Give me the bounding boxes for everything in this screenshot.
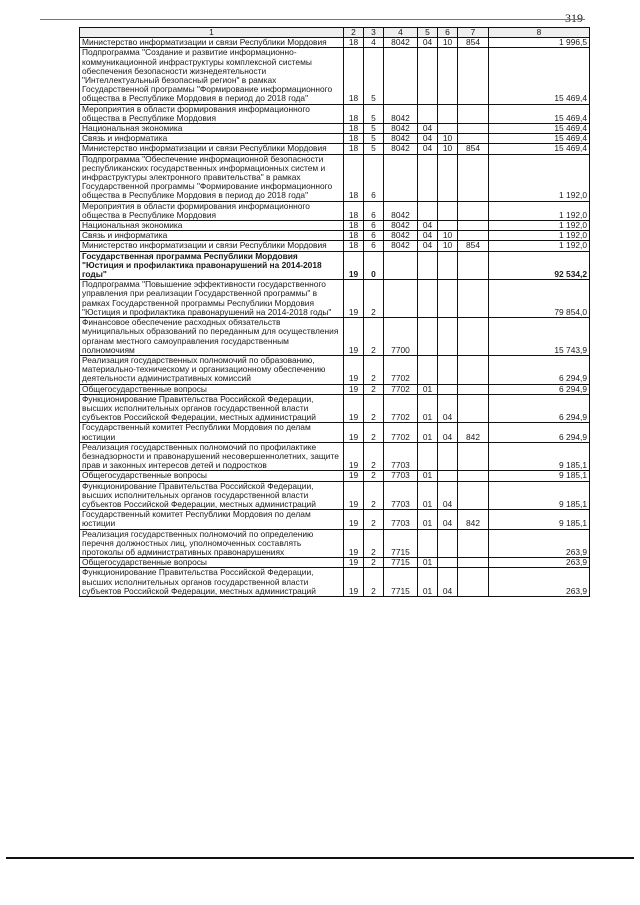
subchapter-code-cell [438,558,458,568]
table-row [80,124,590,134]
chapter-code-cell: 04 [418,241,438,251]
table-row [80,144,590,154]
column-header: 4 [384,28,418,38]
row-name-cell: Государственный комитет Республики Мордовия по делам юстиции [80,510,344,529]
row-name-cell: Подпрограмма "Обеспечение информационной безопасности республиканских государственных информационных систем и инфраструктуры электронного правительства" в рамках Государственной программы "Формирование информационного общества в Республике Мордовия в период до 2018 года" [80,154,344,201]
ministry-code-cell [458,558,489,568]
target-item-cell: 8042 [384,38,418,48]
table-row [80,471,590,481]
subsection-code-cell: 2 [364,558,384,568]
chapter-code-cell: 01 [418,471,438,481]
section-code-cell: 19 [344,481,364,510]
chapter-code-cell: 04 [418,38,438,48]
row-name-cell: Реализация государственных полномочий по определению перечня должностных лиц, уполномоченных составлять протоколы об административных правонарушениях [80,529,344,558]
table-row [80,201,590,220]
row-name-cell: Мероприятия в области формирования информационного общества в Республике Мордовия [80,201,344,220]
section-code-cell: 19 [344,442,364,471]
target-item-cell: 7703 [384,471,418,481]
subsection-code-cell: 2 [364,394,384,423]
amount-cell: 1 996,5 [489,38,590,48]
ministry-code-cell [458,394,489,423]
subsection-code-cell: 2 [364,471,384,481]
amount-cell: 6 294,9 [489,423,590,442]
subchapter-code-cell: 04 [438,481,458,510]
target-item-cell: 7702 [384,384,418,394]
amount-cell: 9 185,1 [489,481,590,510]
section-code-cell: 18 [344,154,364,201]
chapter-code-cell [418,48,438,104]
subsection-code-cell: 6 [364,201,384,220]
target-item-cell: 8042 [384,124,418,134]
row-name-cell: Общегосударственные вопросы [80,471,344,481]
row-name-cell: Функционирование Правительства Российской Федерации, высших исполнительных органов государственной власти субъектов Российской Федерации, местных администраций [80,394,344,423]
chapter-code-cell: 04 [418,134,438,144]
subchapter-code-cell: 10 [438,231,458,241]
subsection-code-cell: 0 [364,251,384,280]
table-row [80,423,590,442]
subsection-code-cell: 6 [364,231,384,241]
section-code-cell: 19 [344,568,364,597]
row-name-cell: Национальная экономика [80,221,344,231]
ministry-code-cell [458,529,489,558]
row-name-cell: Связь и информатика [80,231,344,241]
chapter-code-cell [418,318,438,356]
chapter-code-cell: 04 [418,221,438,231]
subchapter-code-cell [438,48,458,104]
ministry-code-cell [458,481,489,510]
subchapter-code-cell: 04 [438,568,458,597]
chapter-code-cell [418,201,438,220]
amount-cell: 15 469,4 [489,124,590,134]
ministry-code-cell [458,104,489,123]
subsection-code-cell: 2 [364,355,384,384]
chapter-code-cell: 01 [418,558,438,568]
target-item-cell: 7703 [384,510,418,529]
table-row [80,104,590,123]
ministry-code-cell: 854 [458,144,489,154]
ministry-code-cell: 842 [458,510,489,529]
section-code-cell: 18 [344,124,364,134]
chapter-code-cell [418,154,438,201]
bottom-rule [6,857,634,859]
ministry-code-cell [458,442,489,471]
ministry-code-cell: 854 [458,241,489,251]
chapter-code-cell: 01 [418,394,438,423]
target-item-cell: 7703 [384,481,418,510]
target-item-cell: 8042 [384,221,418,231]
column-header: 1 [80,28,344,38]
table-row [80,48,590,104]
target-item-cell: 8042 [384,201,418,220]
subsection-code-cell: 2 [364,481,384,510]
ministry-code-cell: 842 [458,423,489,442]
subchapter-code-cell: 10 [438,241,458,251]
section-code-cell: 19 [344,355,364,384]
ministry-code-cell [458,318,489,356]
amount-cell: 15 469,4 [489,134,590,144]
subsection-code-cell: 4 [364,38,384,48]
subchapter-code-cell [438,280,458,318]
table-row [80,568,590,597]
table-row [80,481,590,510]
table-row [80,394,590,423]
column-header: 3 [364,28,384,38]
table-row [80,154,590,201]
subchapter-code-cell: 10 [438,134,458,144]
section-code-cell: 19 [344,471,364,481]
subsection-code-cell: 5 [364,104,384,123]
chapter-code-cell: 01 [418,510,438,529]
subsection-code-cell: 2 [364,442,384,471]
subchapter-code-cell: 10 [438,38,458,48]
chapter-code-cell [418,442,438,471]
target-item-cell: 7702 [384,394,418,423]
row-name-cell: Общегосударственные вопросы [80,558,344,568]
subchapter-code-cell: 04 [438,394,458,423]
amount-cell: 15 469,4 [489,104,590,123]
ministry-code-cell: 854 [458,38,489,48]
table-row [80,384,590,394]
row-name-cell: Подпрограмма "Повышение эффективности государственного управления при реализации Государственной программы" в рамках Государственной программы Республики Мордовия "Юстиция и профилактика правонарушений на 2014-2018 годы" [80,280,344,318]
ministry-code-cell [458,251,489,280]
column-header: 6 [438,28,458,38]
amount-cell: 9 185,1 [489,510,590,529]
section-code-cell: 18 [344,38,364,48]
ministry-code-cell [458,384,489,394]
row-name-cell: Реализация государственных полномочий по образованию, материально-техническому и организационному обеспечению деятельности административных комиссий [80,355,344,384]
chapter-code-cell [418,280,438,318]
section-code-cell: 19 [344,384,364,394]
amount-cell: 15 469,4 [489,144,590,154]
subsection-code-cell: 2 [364,423,384,442]
subchapter-code-cell [438,355,458,384]
amount-cell: 6 294,9 [489,394,590,423]
subchapter-code-cell: 10 [438,144,458,154]
section-code-cell: 18 [344,221,364,231]
ministry-code-cell [458,231,489,241]
target-item-cell: 7703 [384,442,418,471]
amount-cell: 6 294,9 [489,384,590,394]
row-name-cell: Связь и информатика [80,134,344,144]
table-row [80,558,590,568]
section-code-cell: 19 [344,558,364,568]
subchapter-code-cell: 04 [438,423,458,442]
subsection-code-cell: 6 [364,154,384,201]
amount-cell: 9 185,1 [489,471,590,481]
section-code-cell: 19 [344,318,364,356]
target-item-cell [384,280,418,318]
row-name-cell: Финансовое обеспечение расходных обязательств муниципальных образований по переданным для осуществления органам местного самоуправления государственным полномочиям [80,318,344,356]
subsection-code-cell: 6 [364,221,384,231]
section-code-cell: 18 [344,201,364,220]
subchapter-code-cell: 04 [438,510,458,529]
section-code-cell: 19 [344,510,364,529]
amount-cell: 1 192,0 [489,201,590,220]
subchapter-code-cell [438,221,458,231]
target-item-cell: 8042 [384,241,418,251]
subsection-code-cell: 2 [364,280,384,318]
row-name-cell: Подпрограмма "Создание и развитие информационно-коммуникационной инфраструктуры комплексной системы обеспечения безопасности жизнедеятельности "Интеллектуальный безопасный регион" в рамках Государственной программы "Формирование информационного общества в Республике Мордовия в период до 2018 года" [80,48,344,104]
budget-table [79,27,590,597]
subchapter-code-cell [438,442,458,471]
section-code-cell: 18 [344,231,364,241]
amount-cell: 6 294,9 [489,355,590,384]
amount-cell: 1 192,0 [489,221,590,231]
amount-cell: 79 854,0 [489,280,590,318]
subsection-code-cell: 2 [364,510,384,529]
target-item-cell: 8042 [384,134,418,144]
ministry-code-cell [458,48,489,104]
page-number: 319 [565,11,583,25]
subsection-code-cell: 6 [364,241,384,251]
ministry-code-cell [458,134,489,144]
amount-cell: 92 534,2 [489,251,590,280]
chapter-code-cell [418,104,438,123]
ministry-code-cell [458,568,489,597]
table-row [80,241,590,251]
chapter-code-cell [418,355,438,384]
row-name-cell: Реализация государственных полномочий по профилактике безнадзорности и правонарушений несовершеннолетних, защите прав и законных интересов детей и подростков [80,442,344,471]
subsection-code-cell: 2 [364,529,384,558]
table-row [80,251,590,280]
amount-cell: 15 743,9 [489,318,590,356]
table-row [80,529,590,558]
amount-cell: 263,9 [489,529,590,558]
chapter-code-cell: 01 [418,568,438,597]
column-header: 7 [458,28,489,38]
chapter-code-cell: 04 [418,124,438,134]
subchapter-code-cell [438,124,458,134]
target-item-cell: 7715 [384,568,418,597]
chapter-code-cell: 04 [418,231,438,241]
subchapter-code-cell [438,104,458,123]
subchapter-code-cell [438,318,458,356]
subsection-code-cell: 2 [364,318,384,356]
table-header-row [80,28,590,38]
table-row [80,510,590,529]
column-header: 5 [418,28,438,38]
subchapter-code-cell [438,471,458,481]
table-row [80,355,590,384]
table-row [80,442,590,471]
row-name-cell: Государственный комитет Республики Мордовия по делам юстиции [80,423,344,442]
amount-cell: 1 192,0 [489,241,590,251]
amount-cell: 15 469,4 [489,48,590,104]
chapter-code-cell: 01 [418,384,438,394]
section-code-cell: 18 [344,144,364,154]
row-name-cell: Функционирование Правительства Российской Федерации, высших исполнительных органов государственной власти субъектов Российской Федерации, местных администраций [80,481,344,510]
section-code-cell: 19 [344,251,364,280]
ministry-code-cell [458,280,489,318]
chapter-code-cell [418,251,438,280]
amount-cell: 1 192,0 [489,231,590,241]
subchapter-code-cell [438,384,458,394]
row-name-cell: Государственная программа Республики Мордовия "Юстиция и профилактика правонарушений на 2014-2018 годы" [80,251,344,280]
row-name-cell: Национальная экономика [80,124,344,134]
target-item-cell [384,154,418,201]
table-row [80,134,590,144]
ministry-code-cell [458,201,489,220]
row-name-cell: Функционирование Правительства Российской Федерации, высших исполнительных органов государственной власти субъектов Российской Федерации, местных администраций [80,568,344,597]
section-code-cell: 18 [344,48,364,104]
target-item-cell: 8042 [384,104,418,123]
chapter-code-cell [418,529,438,558]
ministry-code-cell [458,154,489,201]
amount-cell: 263,9 [489,568,590,597]
row-name-cell: Министерство информатизации и связи Республики Мордовия [80,144,344,154]
subchapter-code-cell [438,251,458,280]
target-item-cell: 7702 [384,423,418,442]
ministry-code-cell [458,471,489,481]
amount-cell: 263,9 [489,558,590,568]
subchapter-code-cell [438,201,458,220]
subchapter-code-cell [438,529,458,558]
row-name-cell: Министерство информатизации и связи Республики Мордовия [80,38,344,48]
table-row [80,318,590,356]
chapter-code-cell: 04 [418,144,438,154]
section-code-cell: 18 [344,104,364,123]
target-item-cell: 7715 [384,558,418,568]
subsection-code-cell: 5 [364,144,384,154]
subsection-code-cell: 2 [364,568,384,597]
column-header: 8 [489,28,590,38]
section-code-cell: 19 [344,423,364,442]
top-rule [40,19,585,20]
row-name-cell: Общегосударственные вопросы [80,384,344,394]
table-row [80,221,590,231]
subsection-code-cell: 5 [364,48,384,104]
target-item-cell: 7702 [384,355,418,384]
target-item-cell: 8042 [384,231,418,241]
target-item-cell: 7700 [384,318,418,356]
section-code-cell: 18 [344,134,364,144]
subsection-code-cell: 5 [364,134,384,144]
table-row [80,280,590,318]
target-item-cell: 7715 [384,529,418,558]
row-name-cell: Министерство информатизации и связи Республики Мордовия [80,241,344,251]
section-code-cell: 19 [344,280,364,318]
chapter-code-cell: 01 [418,481,438,510]
table-body [80,38,590,597]
section-code-cell: 19 [344,394,364,423]
section-code-cell: 18 [344,241,364,251]
subchapter-code-cell [438,154,458,201]
amount-cell: 9 185,1 [489,442,590,471]
table-row [80,231,590,241]
target-item-cell [384,48,418,104]
target-item-cell [384,251,418,280]
table-row [80,38,590,48]
amount-cell: 1 192,0 [489,154,590,201]
chapter-code-cell: 01 [418,423,438,442]
subsection-code-cell: 2 [364,384,384,394]
ministry-code-cell [458,355,489,384]
column-header: 2 [344,28,364,38]
row-name-cell: Мероприятия в области формирования информационного общества в Республике Мордовия [80,104,344,123]
target-item-cell: 8042 [384,144,418,154]
ministry-code-cell [458,124,489,134]
ministry-code-cell [458,221,489,231]
section-code-cell: 19 [344,529,364,558]
subsection-code-cell: 5 [364,124,384,134]
